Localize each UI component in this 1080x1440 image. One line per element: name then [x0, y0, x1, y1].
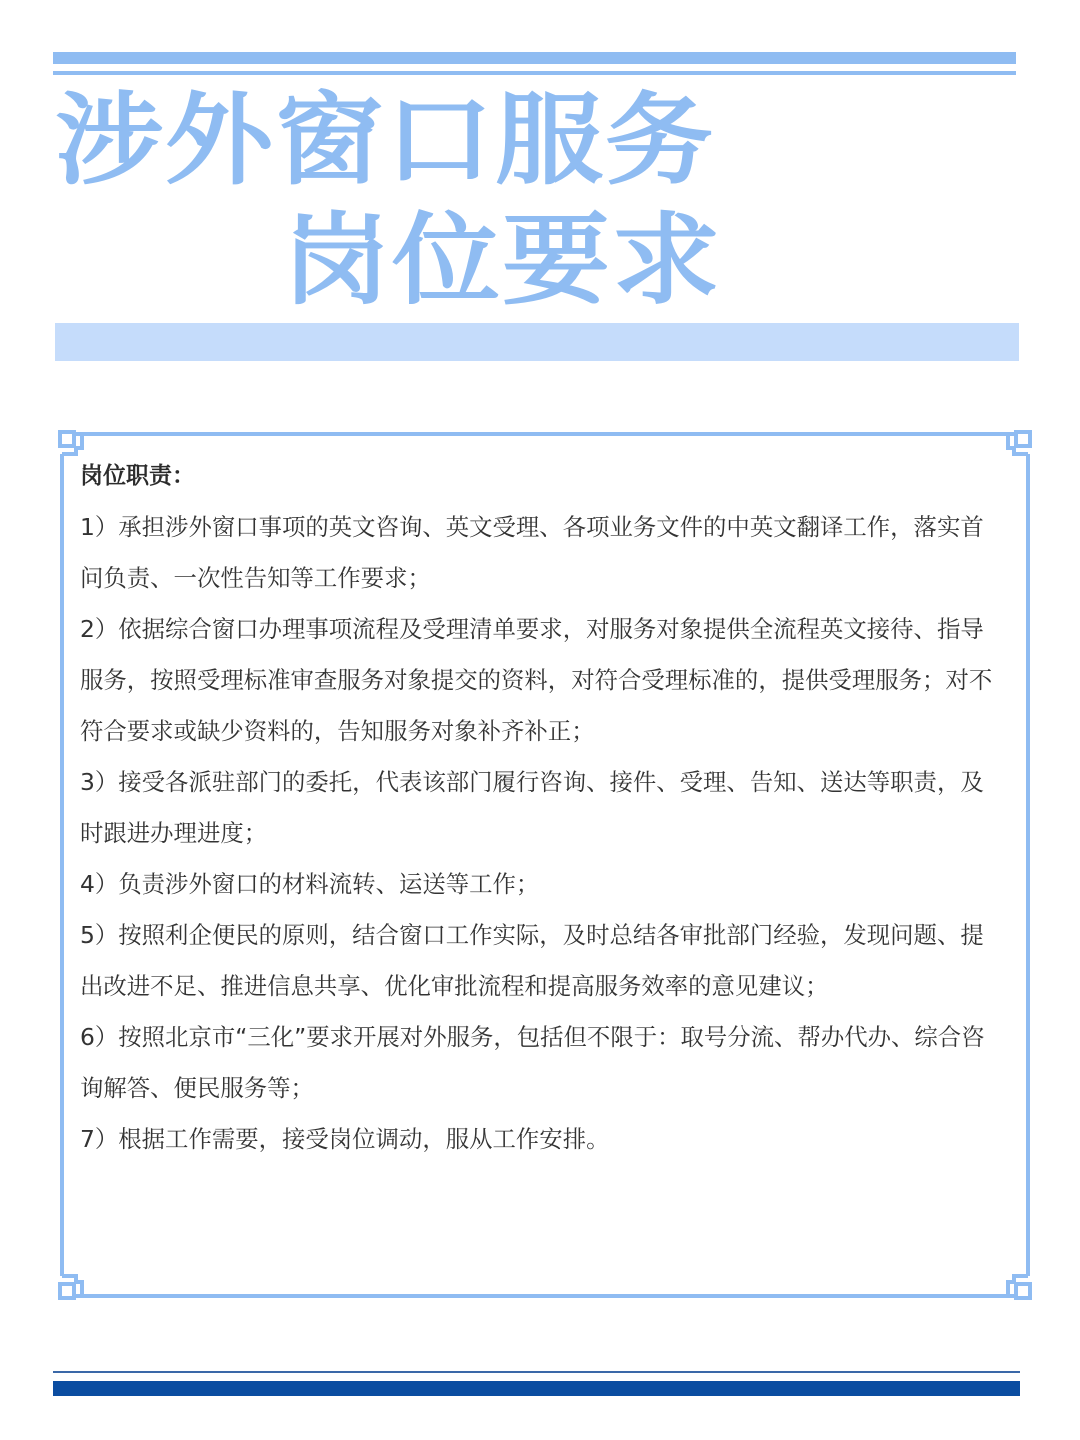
page-title-line-2: 岗位要求: [282, 203, 723, 319]
list-item: 6）按照北京市“三化”要求开展对外服务，包括但不限于：取号分流、帮办代办、综合咨询解答、便民服务等；: [80, 1023, 985, 1102]
top-decor-line: [53, 71, 1016, 75]
list-item: 3）接受各派驻部门的委托，代表该部门履行咨询、接件、受理、告知、送达等职责，及时跟进办理进度；: [80, 768, 984, 847]
list-item: 2）依据综合窗口办理事项流程及受理清单要求，对服务对象提供全流程英文接待、指导服务，按照受理标准审查服务对象提交的资料，对符合受理标准的，提供受理服务；对不符合要求或缺少资料的，告知服务对象补齐补正；: [80, 615, 993, 745]
responsibilities-section: [80, 455, 994, 1165]
title-underline-band: [55, 323, 1019, 361]
top-decor-bar: [53, 52, 1016, 64]
bottom-decor-bar: [53, 1381, 1020, 1396]
section-heading: 岗位职责：: [80, 463, 195, 489]
list-item: 1）承担涉外窗口事项的英文咨询、英文受理、各项业务文件的中英文翻译工作，落实首问负责、一次性告知等工作要求；: [80, 513, 984, 592]
list-item: 5）按照利企便民的原则，结合窗口工作实际，及时总结各审批部门经验，发现问题、提出改进不足、推进信息共享、优化审批流程和提高服务效率的意见建议；: [80, 921, 984, 1000]
bottom-decor-line: [53, 1371, 1020, 1373]
list-item: 7）根据工作需要，接受岗位调动，服从工作安排。: [80, 1125, 610, 1153]
page-title-line-1: 涉外窗口服务: [55, 83, 716, 199]
list-item: 4）负责涉外窗口的材料流转、运送等工作；: [80, 870, 540, 898]
